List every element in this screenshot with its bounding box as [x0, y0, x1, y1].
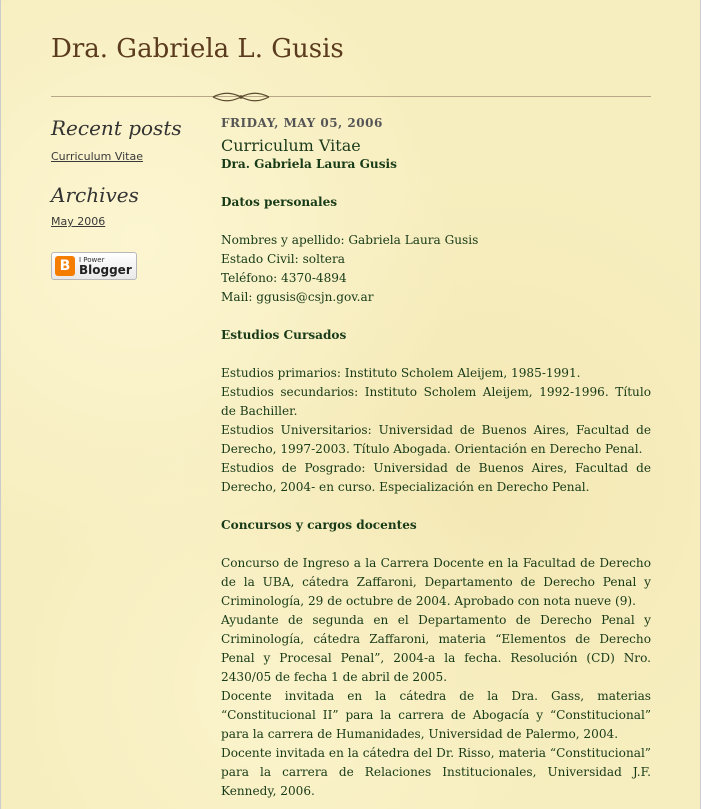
badge-small-text: I Power	[79, 255, 105, 264]
blog-title[interactable]: Dra. Gabriela L. Gusis	[51, 34, 344, 64]
study-item: Estudios primarios: Instituto Scholem Aleijem, 1985-1991.	[221, 366, 581, 380]
study-item: Estudios secundarios: Instituto Scholem Aleijem, 1992-1996. Título de Bachiller.	[221, 385, 651, 418]
teaching-item: Docente invitada en la cátedra del Dr. Risso, materia “Constitucional” para la carrera de Relaciones Institucionales, Universidad J.F. Kennedy, 2006.	[221, 746, 651, 798]
personal-line: Nombres y apellido: Gabriela Laura Gusis	[221, 233, 479, 247]
sidebar	[51, 116, 201, 280]
teaching-heading: Concursos y cargos docentes	[221, 518, 417, 532]
teaching-item: Concurso de Ingreso a la Carrera Docente en la Facultad de Derecho de la UBA, cátedra Zaffaroni, Departamento de Derecho Penal y Criminología, 29 de octubre de 2004. Aprobado con nota nueve (9).	[221, 556, 651, 608]
powered-by-blogger-button[interactable]	[51, 252, 137, 280]
studies-heading: Estudios Cursados	[221, 328, 347, 342]
header-divider	[51, 90, 651, 104]
archives-heading: Archives	[51, 183, 139, 207]
personal-line: Estado Civil: soltera	[221, 252, 345, 266]
badge-big-text: Blogger	[79, 262, 132, 277]
archive-link[interactable]: May 2006	[51, 215, 106, 228]
flourish-ornament-icon	[211, 90, 271, 104]
personal-line: Teléfono: 4370-4894	[221, 271, 347, 285]
teaching-item: Docente invitada en la cátedra de la Dra. Gass, materias “Constitucional II” para la carrera de Abogacía y “Constitucional” para la carrera de Humanidades, Universidad de Palermo, 2004.	[221, 689, 651, 741]
name-heading: Dra. Gabriela Laura Gusis	[221, 157, 397, 171]
study-item: Estudios de Posgrado: Universidad de Buenos Aires, Facultad de Derecho, 2004- en curso. Especialización en Derecho Penal.	[221, 461, 651, 494]
post-body	[221, 155, 651, 801]
post-date: FRIDAY, MAY 05, 2006	[221, 116, 383, 130]
post-title[interactable]: Curriculum Vitae	[221, 136, 361, 155]
study-item: Estudios Universitarios: Universidad de Buenos Aires, Facultad de Derecho, 1997-2003. Título Abogada. Orientación en Derecho Penal.	[221, 423, 651, 456]
personal-line: Mail: ggusis@csjn.gov.ar	[221, 290, 374, 304]
recent-posts-heading: Recent posts	[51, 116, 182, 140]
blogger-icon: B	[55, 256, 75, 276]
personal-data-heading: Datos personales	[221, 195, 338, 209]
teaching-item: Ayudante de segunda en el Departamento de Derecho Penal y Criminología, cátedra Zaffaroni, materia “Elementos de Derecho Penal y Procesal Penal”, 2004-a la fecha. Resolución (CD) Nro. 2430/05 de fecha 1 de abril de 2005.	[221, 613, 651, 684]
recent-post-link[interactable]: Curriculum Vitae	[51, 150, 143, 163]
post	[221, 116, 651, 801]
